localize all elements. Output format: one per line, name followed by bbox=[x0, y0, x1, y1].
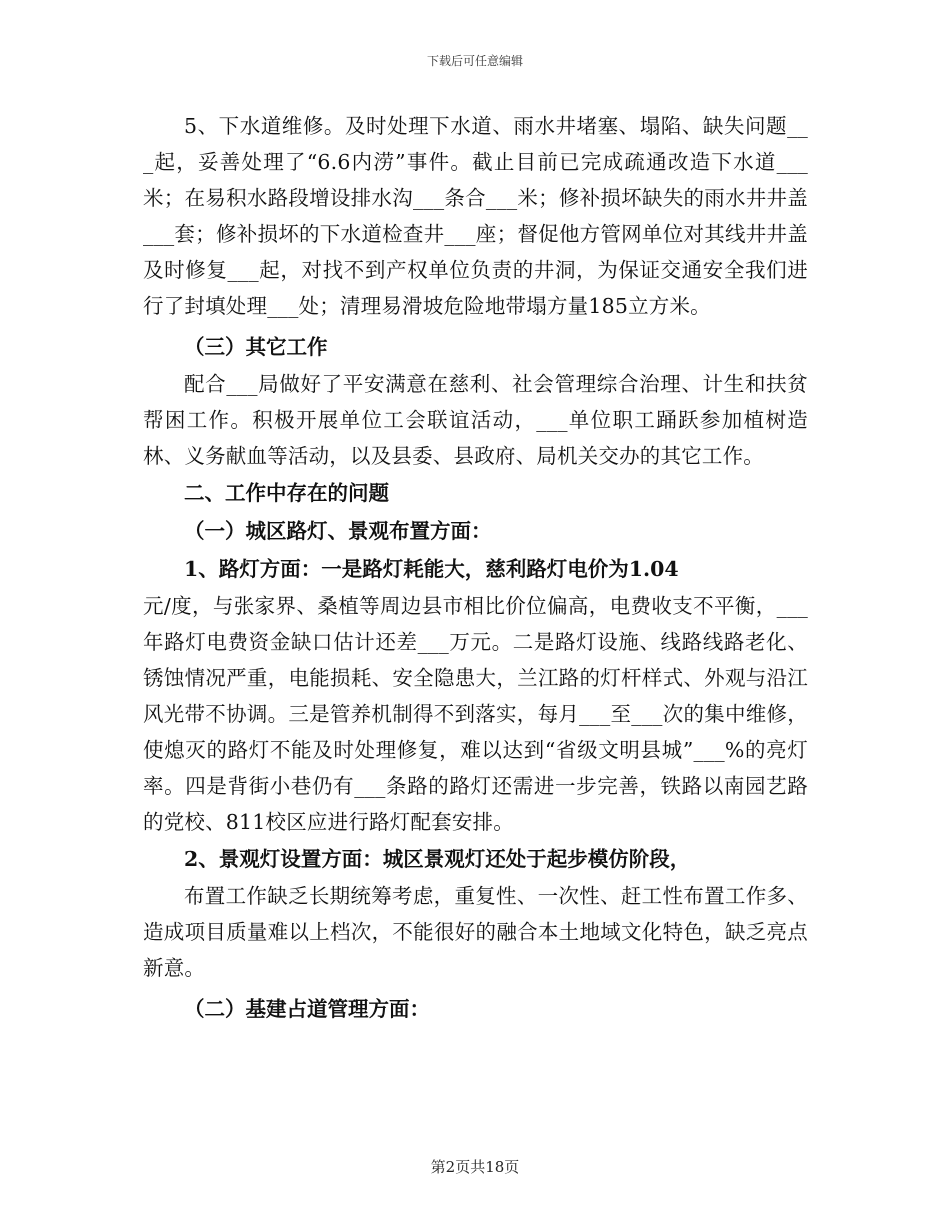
heading-existing-problems: 二、工作中存在的问题 bbox=[184, 481, 389, 505]
paragraph-street-lights: 元/度，与张家界、桑植等周边县市相比价位偏高，电费收支不平衡，___年路灯电费资金缺口估计还差___万元。二是路灯设施、线路线路老化、锈蚀情况严重，电能损耗、安全隐患大，兰江路的灯杆样式、外观与沿江风光带不协调。三是管养机制得不到落实，每月___至___次的集中维修，使熄灭的路灯不能及时处理修复，难以达到“省级文明县城”___%的亮灯率。四是背街小巷仍有___条路的路灯还需进一步完善，铁路以南园艺路的党校、811校区应进行路灯配套安排。 bbox=[143, 594, 808, 834]
heading-landscape-lights: 2、景观灯设置方面：城区景观灯还处于起步模仿阶段， bbox=[184, 847, 691, 871]
heading-other-work: （三）其它工作 bbox=[184, 335, 328, 359]
page-header: 下载后可任意编辑 bbox=[426, 54, 523, 68]
heading-construction-road-occupation: （二）基建占道管理方面： bbox=[184, 997, 430, 1021]
paragraph-landscape-lights: 布置工作缺乏长期统筹考虑，重复性、一次性、赶工性布置工作多、造成项目质量难以上档次，不能很好的融合本土地域文化特色，缺乏亮点新意。 bbox=[143, 884, 808, 980]
heading-street-lights: 1、路灯方面：一是路灯耗能大，慈利路灯电价为1.04 bbox=[184, 557, 679, 581]
page-footer: 第2页共18页 bbox=[430, 1158, 520, 1176]
heading-street-lights-landscape: （一）城区路灯、景观布置方面： bbox=[184, 519, 492, 543]
paragraph-sewer-repair: 5、下水道维修。及时处理下水道、雨水井堵塞、塌陷、缺失问题___起，妥善处理了“6.6内涝”事件。截止目前已完成疏通改造下水道___米；在易积水路段增设排水沟___条合___米；修补损坏缺失的雨水井井盖___套；修补损坏的下水道检查井___座；督促他方管网单位对其线井井盖及时修复___起，对找不到产权单位负责的井洞，为保证交通安全我们进行了封填处理___处；清理易滑坡危险地带塌方量185立方米。 bbox=[143, 114, 808, 318]
document-body bbox=[143, 108, 808, 1028]
paragraph-other-work: 配合___局做好了平安满意在慈利、社会管理综合治理、计生和扶贫帮困工作。积极开展单位工会联谊活动，___单位职工踊跃参加植树造林、义务献血等活动，以及县委、县政府、局机关交办的其它工作。 bbox=[143, 372, 808, 468]
